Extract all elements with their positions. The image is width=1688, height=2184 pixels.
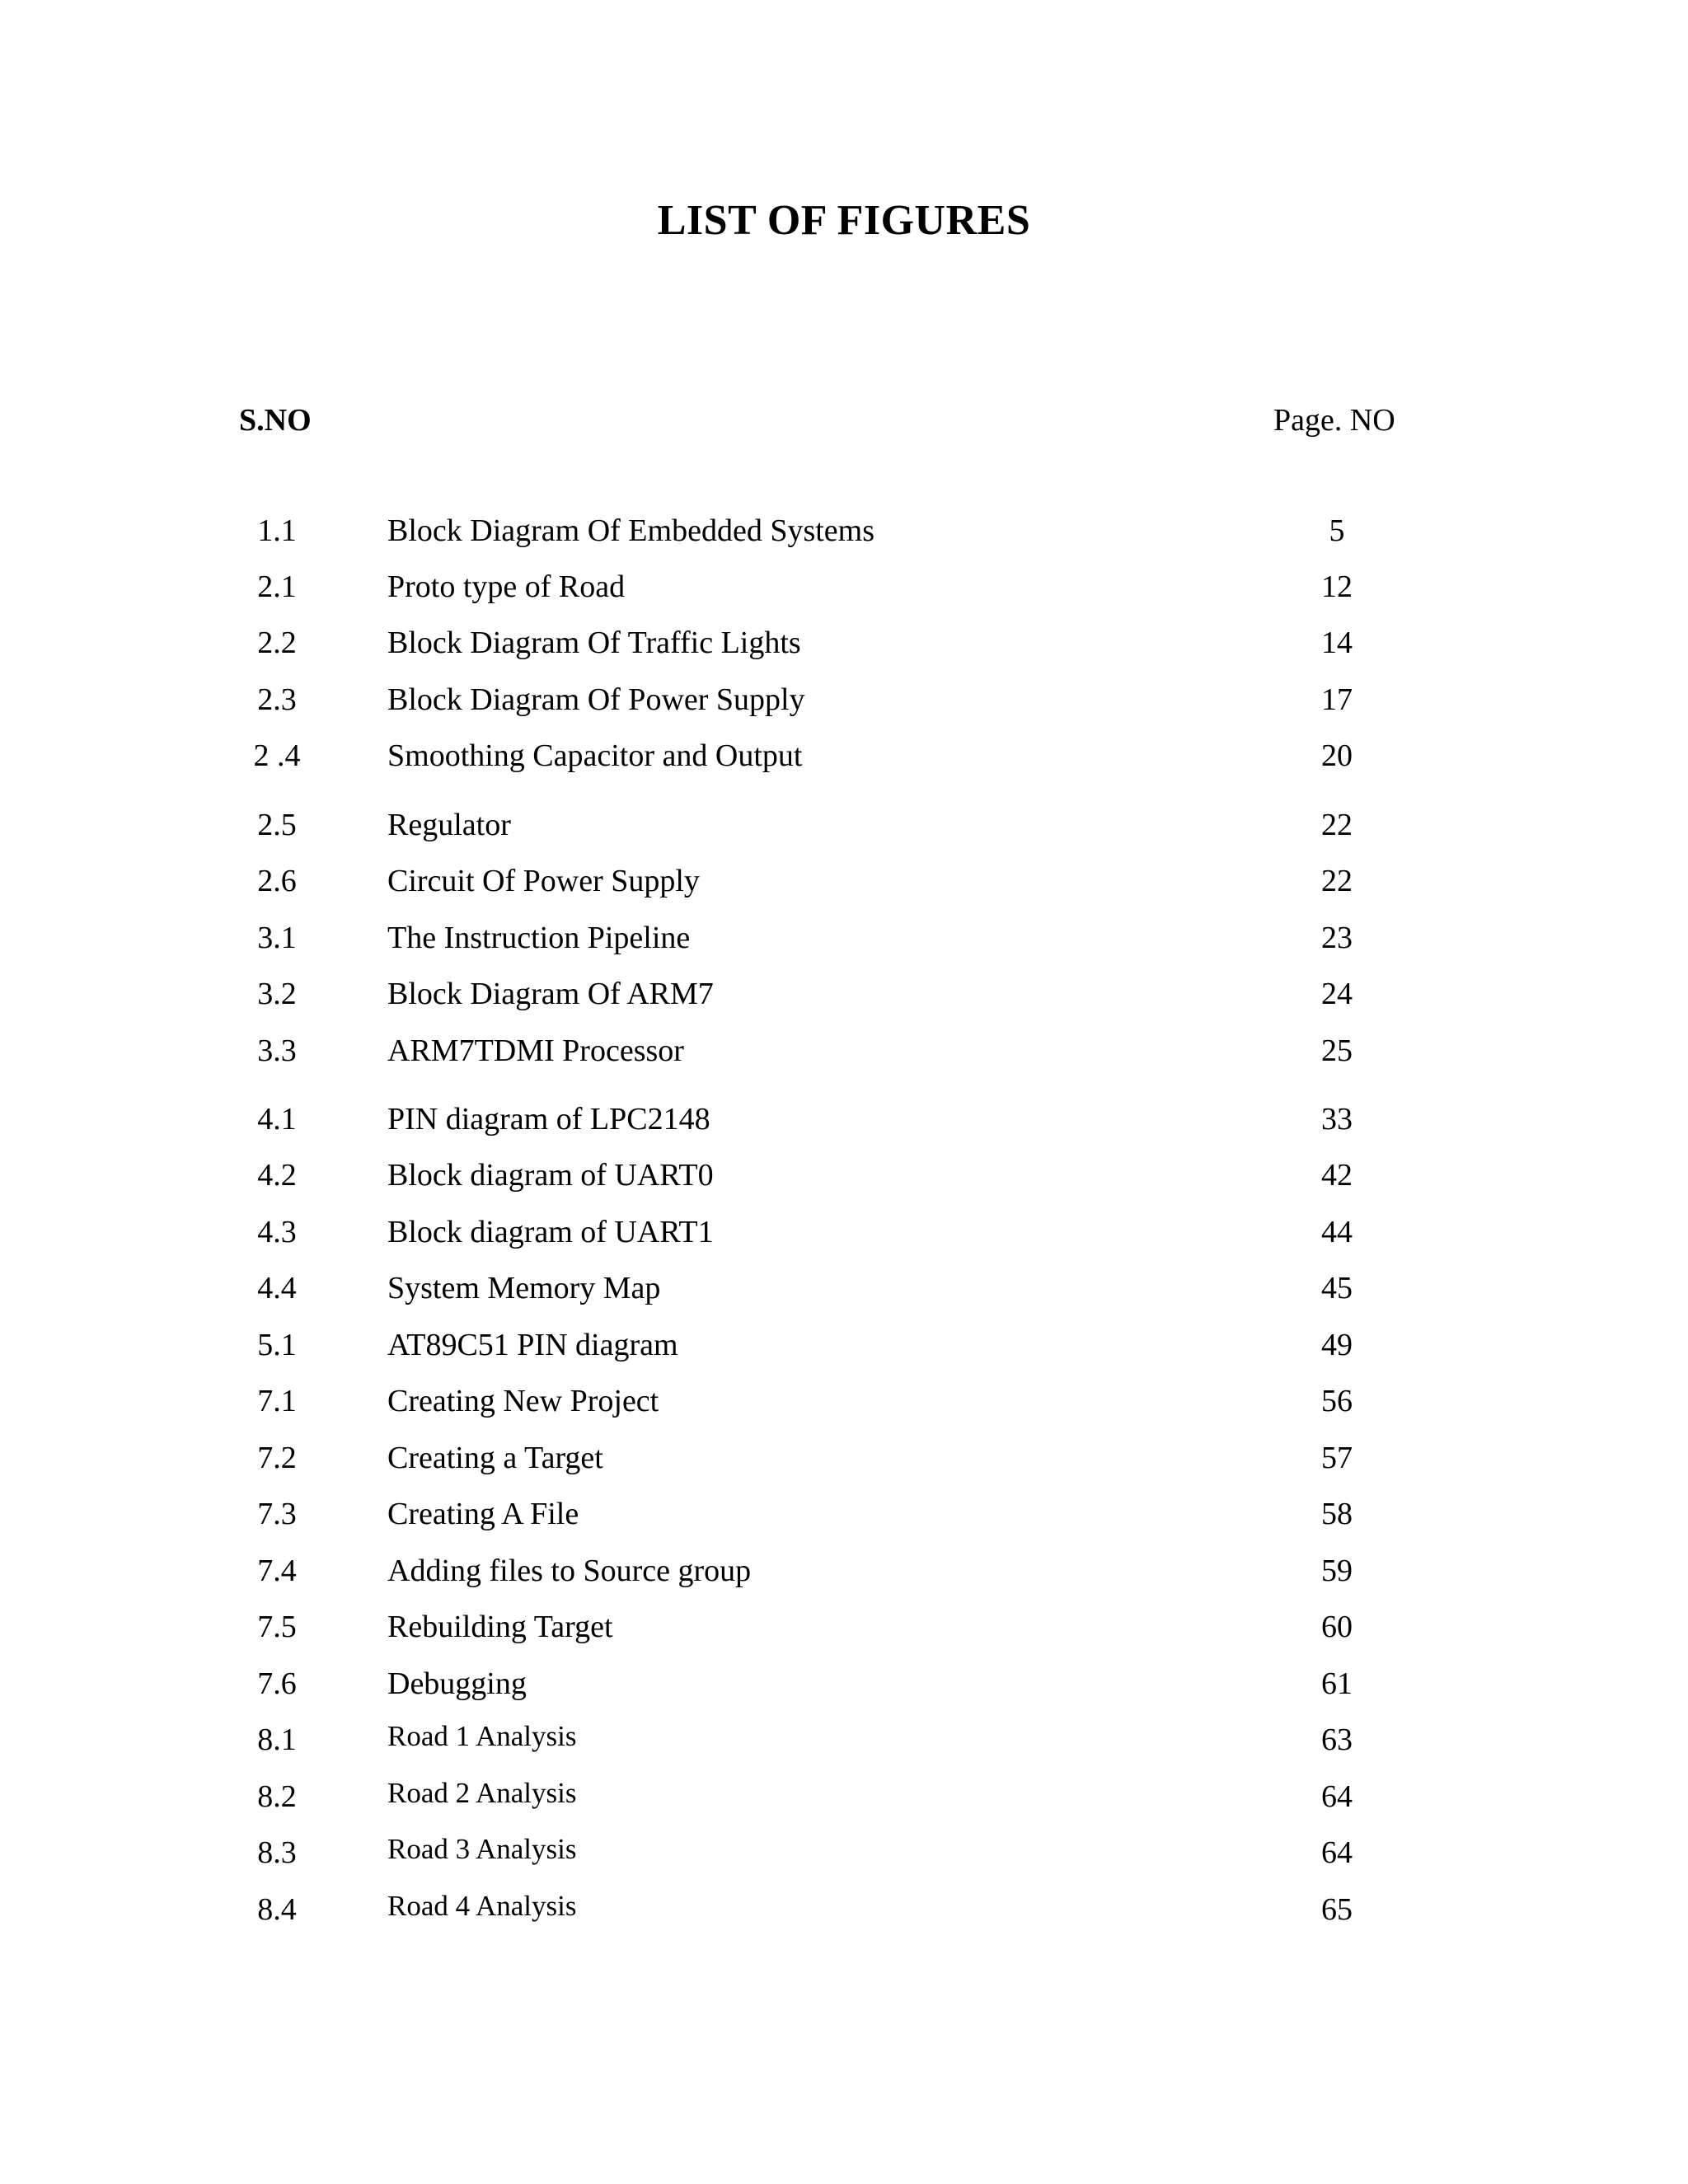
figure-page: 24 [1321,977,1353,1011]
figure-page: 64 [1321,1835,1353,1870]
figure-number: 4.4 [257,1271,297,1305]
figure-page: 42 [1321,1158,1353,1193]
figure-row [0,1496,1688,1545]
figure-number: 2.3 [257,682,297,717]
figure-caption: Road 3 Analysis [387,1833,577,1865]
figure-caption: Road 1 Analysis [387,1720,577,1752]
figure-caption: Adding files to Source group [387,1554,752,1588]
figure-number: 4.2 [257,1158,297,1193]
figure-number: 3.1 [257,921,297,955]
figure-caption: Block Diagram Of ARM7 [387,977,714,1011]
figure-caption: The Instruction Pipeline [387,921,691,955]
figure-number: 2.2 [257,626,297,660]
figure-number: 5.1 [257,1328,297,1362]
figure-page: 63 [1321,1722,1353,1757]
figure-number: 3.3 [257,1033,297,1068]
figure-number: 3.2 [257,977,297,1011]
figure-row [0,1722,1688,1771]
figure-row [0,863,1688,912]
figure-number: 1.1 [257,513,297,548]
figure-row [0,1666,1688,1715]
figure-row [0,1157,1688,1207]
figure-row [0,1609,1688,1658]
figure-page: 65 [1321,1892,1353,1927]
figure-caption: Road 4 Analysis [387,1890,577,1922]
column-header-sno: S.NO [239,403,312,438]
figure-page: 44 [1321,1215,1353,1249]
figure-page: 59 [1321,1554,1353,1588]
figure-row [0,1101,1688,1151]
column-header-page-no: Page. NO [1273,403,1395,438]
figure-caption: Creating a Target [387,1441,603,1475]
figure-number: 4.3 [257,1215,297,1249]
figure-caption: Block diagram of UART1 [387,1215,714,1249]
figure-number: 7.5 [257,1610,297,1644]
figure-caption: Circuit Of Power Supply [387,864,700,898]
figure-page: 49 [1321,1328,1353,1362]
figure-number: 8.1 [257,1722,297,1757]
figure-number: 2.1 [257,569,297,604]
figure-row [0,513,1688,562]
page-title: LIST OF FIGURES [657,197,1031,244]
figure-caption: Block Diagram Of Power Supply [387,682,805,717]
figure-page: 61 [1321,1666,1353,1701]
figure-page: 22 [1321,808,1353,842]
figure-number: 7.4 [257,1554,297,1588]
figure-page: 12 [1321,569,1353,604]
figure-row [0,807,1688,856]
figure-caption: Block Diagram Of Embedded Systems [387,513,875,548]
figure-row [0,976,1688,1025]
figure-page: 57 [1321,1441,1353,1475]
figure-caption: Debugging [387,1666,527,1701]
figure-page: 23 [1321,921,1353,955]
figure-number: 7.6 [257,1666,297,1701]
figure-page: 58 [1321,1497,1353,1531]
figure-page: 17 [1321,682,1353,717]
figure-caption: System Memory Map [387,1271,661,1305]
figure-page: 45 [1321,1271,1353,1305]
figure-row [0,1891,1688,1941]
figure-page: 14 [1321,626,1353,660]
figure-number: 4.1 [257,1102,297,1137]
figure-row [0,1270,1688,1319]
figure-page: 33 [1321,1102,1353,1137]
figure-page: 60 [1321,1610,1353,1644]
figure-row [0,738,1688,787]
figure-page: 64 [1321,1779,1353,1814]
figure-row [0,682,1688,731]
figure-row [0,625,1688,674]
figure-number: 8.3 [257,1835,297,1870]
figure-page: 56 [1321,1384,1353,1418]
figure-row [0,1553,1688,1602]
figure-caption: Road 2 Analysis [387,1777,577,1809]
figure-number: 8.2 [257,1779,297,1814]
figure-number: 7.2 [257,1441,297,1475]
figure-row [0,920,1688,969]
figure-number: 8.4 [257,1892,297,1927]
figure-page: 25 [1321,1033,1353,1068]
figure-number: 2.5 [257,808,297,842]
figure-row [0,1779,1688,1828]
figure-page: 5 [1329,513,1345,548]
figure-page: 22 [1321,864,1353,898]
figure-row [0,1214,1688,1263]
figure-caption: Rebuilding Target [387,1610,613,1644]
figure-row [0,1440,1688,1489]
figure-caption: Block Diagram Of Traffic Lights [387,626,801,660]
figure-row [0,1383,1688,1432]
figure-number: 2 .4 [253,738,301,773]
figure-caption: ARM7TDMI Processor [387,1033,684,1068]
figure-caption: PIN diagram of LPC2148 [387,1102,710,1137]
figure-caption: Proto type of Road [387,569,626,604]
figure-number: 2.6 [257,864,297,898]
figure-caption: Creating A File [387,1497,579,1531]
figure-row [0,1327,1688,1376]
figure-row [0,1033,1688,1082]
figure-page: 20 [1321,738,1353,773]
figure-number: 7.1 [257,1384,297,1418]
figure-caption: Regulator [387,808,511,842]
figure-number: 7.3 [257,1497,297,1531]
figure-caption: Block diagram of UART0 [387,1158,714,1193]
figure-row [0,1835,1688,1884]
figure-caption: AT89C51 PIN diagram [387,1328,678,1362]
figure-caption: Smoothing Capacitor and Output [387,738,803,773]
figure-caption: Creating New Project [387,1384,659,1418]
figure-row [0,569,1688,618]
